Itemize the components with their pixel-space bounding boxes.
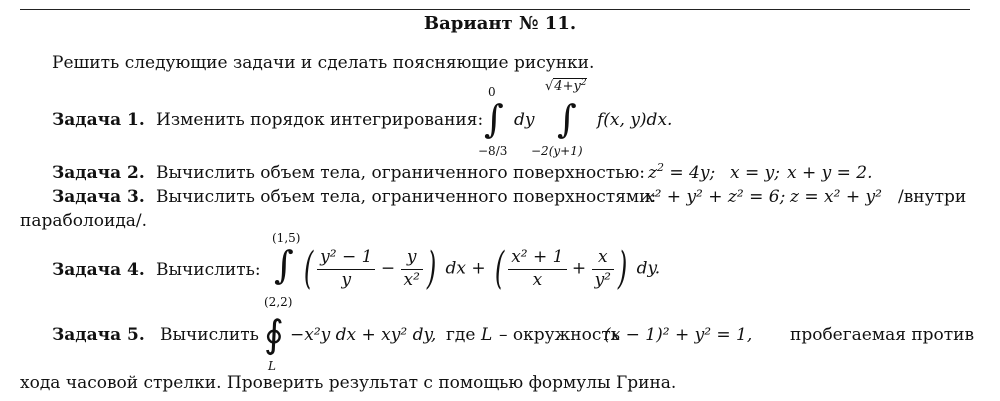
task5-lower-limit: L	[268, 359, 276, 373]
page-title: Вариант № 11.	[423, 13, 577, 34]
task5-L: L	[481, 325, 493, 345]
task3-label: Задача 3.	[52, 187, 145, 207]
task2-text: Вычислить объем тела, ограниченного поверхностью:	[156, 163, 645, 183]
task5-text: Вычислить	[160, 325, 259, 345]
task5-where: где	[446, 325, 476, 345]
intro-text: Решить следующие задачи и сделать поясняющие рисунки.	[52, 53, 595, 73]
task1-integrand: f(x, y)dx.	[597, 110, 673, 130]
task2-eq2: x = y;	[730, 163, 780, 183]
integral-sign: ∫	[557, 97, 577, 141]
task5-desc: – окружность	[499, 325, 621, 345]
task5-cont: хода часовой стрелки. Проверить результат с помощью формулы Грина.	[20, 373, 677, 393]
task5-circle: (x − 1)² + y² = 1,	[604, 325, 753, 345]
integral-sign: ∫	[274, 243, 294, 287]
integral-sign: ∫	[484, 97, 504, 141]
contour-integral-sign: ∮	[264, 312, 284, 356]
task2-eq1: $z^2 = 4y$;	[648, 161, 716, 183]
task3-tail: /внутри	[898, 187, 967, 207]
task3-eq2: z = x² + y²	[790, 187, 882, 207]
task4-label: Задача 4.	[52, 260, 145, 280]
task1-inner-lower: −2(y+1)	[531, 144, 583, 158]
task1-label: Задача 1.	[52, 110, 145, 130]
task4-text: Вычислить:	[156, 260, 261, 280]
task5-label: Задача 5.	[52, 325, 145, 345]
task3-eq1: x² + y² + z² = 6;	[645, 187, 786, 207]
task3-cont: параболоида/.	[20, 211, 148, 231]
task5-expression: −x²y dx + xy² dy,	[290, 325, 437, 345]
top-rule	[20, 9, 970, 10]
task1-dy: dy	[514, 110, 535, 130]
task1-outer-lower: −8/3	[478, 144, 508, 158]
task1-outer-upper: 0	[488, 85, 496, 99]
task4-expression: ( $\frac{\text{y² − 1}}{y}$ − $\frac{y}{\text{x²}}$ ) dx + ( $\frac{\text{x² + 1}}{x}$ + $\frac{x}{\text{y²}}$ ) dy.	[303, 243, 661, 294]
task4-upper-limit: (1,5)	[272, 231, 301, 245]
task1-inner-upper: $√4+y^2$	[545, 78, 587, 94]
task2-eq3: x + y = 2.	[787, 163, 873, 183]
task1-text: Изменить порядок интегрирования:	[156, 110, 484, 130]
task4-lower-limit: (2,2)	[264, 295, 293, 309]
task2-label: Задача 2.	[52, 163, 145, 183]
task5-tail: пробегаемая против	[790, 325, 975, 345]
task3-text: Вычислить объем тела, ограниченного поверхностями:	[156, 187, 657, 207]
